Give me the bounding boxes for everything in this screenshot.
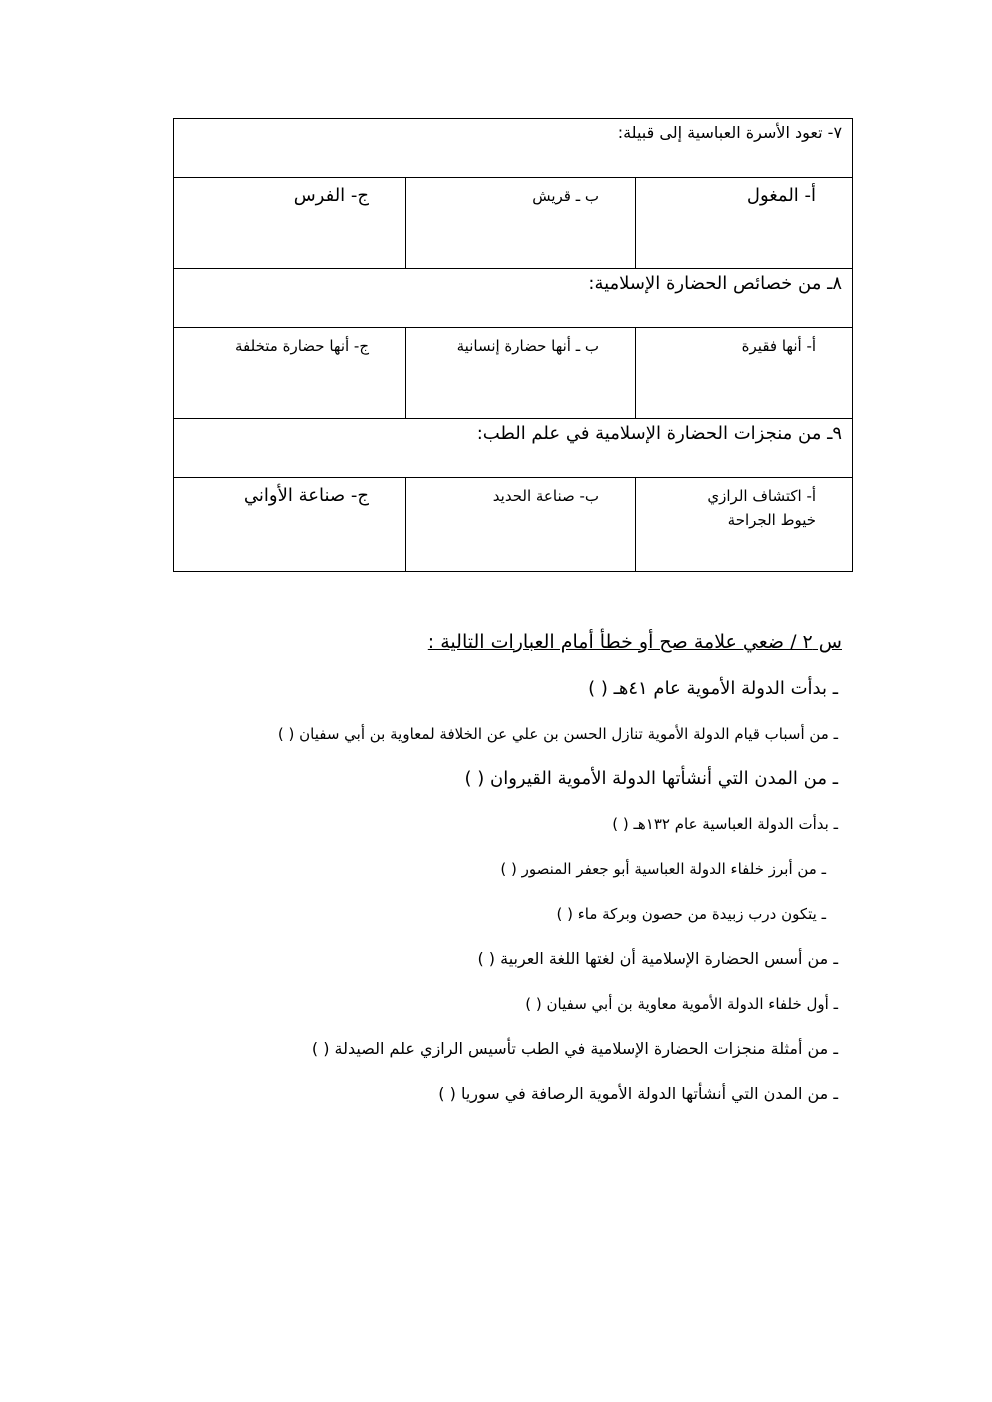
statement-2: ـ من أسباب قيام الدولة الأموية تنازل الحسن بن علي عن الخلافة لمعاوية بن أبي سفيان ( ) [277,725,838,743]
statement-6: ـ يتكون درب زبيدة من حصون وبركة ماء ( ) [556,905,826,923]
statement-1: ـ بدأت الدولة الأموية عام ٤١هـ ( ) [588,678,838,699]
q9-option-a [636,478,852,532]
q8-option-c: ج- أنها حضارة متخلفة [235,337,370,355]
q7-option-c: ج- الفرس [293,185,370,206]
q9-option-a-line2: خيوط الجراحة [727,511,817,529]
statement-9: ـ من أمثلة منجزات الحضارة الإسلامية في الطب تأسيس الرازي علم الصيدلة ( ) [311,1039,838,1058]
question-8-options [174,328,853,419]
statement-7: ـ من أسس الحضارة الإسلامية أن لغتها اللغة العربية ( ) [477,949,838,968]
statement-5: ـ من أبرز خلفاء الدولة العباسية أبو جعفر المنصور ( ) [500,860,826,878]
question-7-options [174,178,853,269]
question-9-options [174,478,853,572]
section-2-title: س ٢ / ضعي علامة صح أو خطأ أمام العبارات التالية : [427,631,842,653]
q7-option-a: أ- المغول [746,185,817,206]
question-7-text: ٧- تعود الأسرة العباسية إلى قبيلة: [617,123,843,142]
statement-10: ـ من المدن التي أنشأتها الدولة الأموية الرصافة في سوريا ( ) [438,1084,838,1103]
mcq-table [173,118,853,572]
q8-option-a: أ- أنها فقيرة [741,337,817,355]
q8-option-b: ب ـ أنها حضارة إنسانية [456,337,600,355]
statement-3: ـ من المدن التي أنشأتها الدولة الأموية القيروان ( ) [464,768,838,789]
q9-option-b: ب- صناعة الحديد [492,487,600,505]
question-9-row [174,419,853,478]
q7-option-b: ب ـ قريش [532,187,600,205]
q9-option-c: ج- صناعة الأواني [243,485,370,506]
question-8-text: ٨ـ من خصائص الحضارة الإسلامية: [588,273,843,294]
question-9-text: ٩ـ من منجزات الحضارة الإسلامية في علم الطب: [476,423,843,444]
statement-8: ـ أول خلفاء الدولة الأموية معاوية بن أبي سفيان ( ) [525,995,838,1013]
statement-4: ـ بدأت الدولة العباسية عام ١٣٢هـ ( ) [612,815,838,833]
question-8-row [174,269,853,328]
true-false-section [142,626,842,1122]
question-7-row [174,119,853,178]
q9-option-a-line1: أ- اكتشاف الرازي [707,487,817,505]
